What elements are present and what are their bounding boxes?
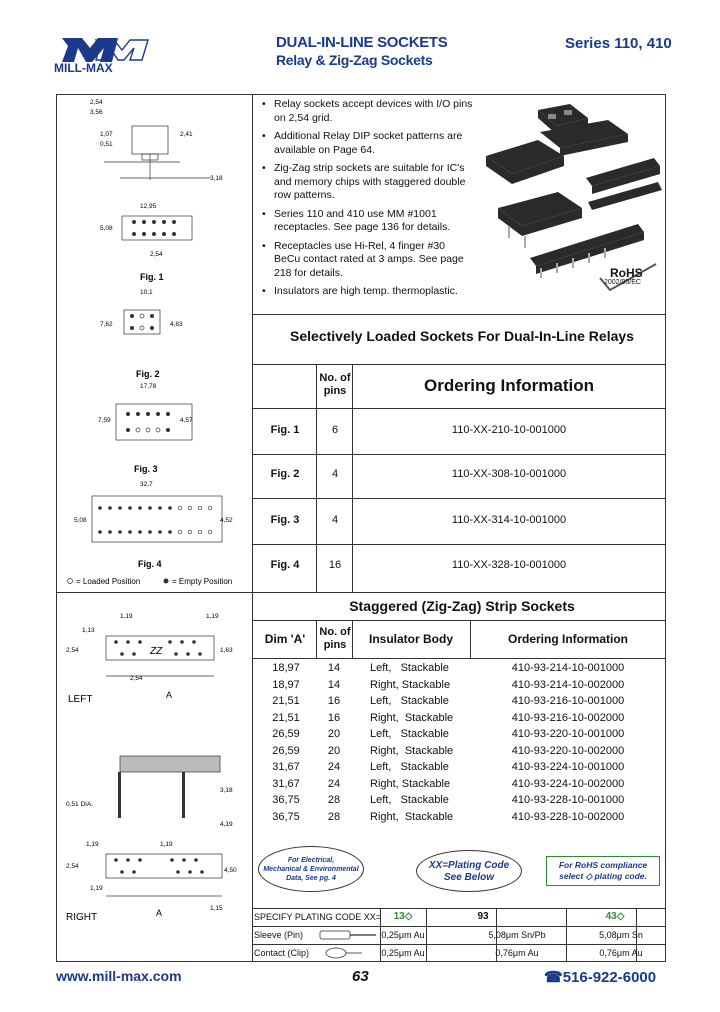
svg-text:2,41: 2,41 — [180, 131, 193, 138]
rohs-compliance-note — [546, 856, 660, 886]
table-row — [256, 792, 666, 809]
svg-text:5,08: 5,08 — [100, 225, 113, 232]
cell-order: 410-93-228-10-001000 — [511, 794, 625, 807]
cell-body: Right, Stackable — [370, 810, 454, 823]
phone-icon: ☎ — [544, 969, 563, 986]
relay-fig: Fig. 3 — [270, 514, 300, 526]
cell-body: Left, Stackable — [370, 728, 449, 741]
rohs-sub: 2002/95/EC — [604, 279, 641, 286]
plating-value: 0,25μm Au — [381, 930, 425, 940]
loaded-position-icon — [68, 579, 73, 584]
cell-order: 410-93-224-10-001000 — [511, 761, 625, 774]
col-order-header: Ordering Information — [424, 376, 594, 395]
relay-pins: 16 — [328, 559, 342, 571]
table-row — [256, 759, 666, 776]
divider — [56, 592, 666, 593]
cell-dim: 18,97 — [272, 678, 300, 691]
feature-list — [262, 98, 474, 304]
feature-item: • Zig-Zag strip sockets are suitable for IC's and memory chips with staggered double row patterns. — [262, 162, 474, 203]
svg-text:2,54: 2,54 — [66, 863, 79, 870]
table-row — [256, 660, 666, 677]
relay-pins: 4 — [331, 514, 339, 526]
divider — [252, 908, 666, 909]
cell-order: 410-93-220-10-002000 — [511, 744, 625, 757]
table-row — [256, 726, 666, 743]
cell-dim: 31,67 — [272, 761, 300, 774]
svg-text:12,95: 12,95 — [140, 203, 157, 210]
svg-text:3,56: 3,56 — [90, 109, 103, 116]
cell-pins: 24 — [327, 761, 341, 774]
rohs-badge — [596, 262, 662, 292]
table-row — [256, 693, 666, 710]
divider — [252, 314, 666, 315]
sleeve-pin-icon — [310, 928, 378, 942]
svg-text:2,54: 2,54 — [66, 647, 79, 654]
cell-pins: 20 — [327, 744, 341, 757]
divider — [252, 454, 666, 455]
cell-body: Right, Stackable — [370, 744, 454, 757]
cell-body: Left, Stackable — [370, 662, 449, 675]
svg-text:1,19: 1,19 — [160, 841, 173, 848]
dim-a-label: A — [156, 908, 163, 918]
cell-pins: 28 — [327, 810, 341, 823]
divider — [252, 926, 666, 927]
svg-text:1,63: 1,63 — [220, 647, 233, 654]
svg-text:1,13: 1,13 — [82, 627, 95, 634]
divider — [252, 498, 666, 499]
cell-pins: 20 — [327, 728, 341, 741]
plating-value: 5,08μm Sn — [599, 930, 643, 940]
cell-order: 410-93-220-10-001000 — [511, 728, 625, 741]
note-line: Mechanical & Environmental — [263, 866, 359, 873]
zigzag-heading: Staggered (Zig-Zag) Strip Sockets — [349, 598, 575, 614]
svg-text:4,52: 4,52 — [220, 517, 233, 524]
table-row — [256, 677, 666, 694]
legend-empty: = Empty Position — [172, 577, 233, 586]
svg-text:ZZ: ZZ — [150, 646, 163, 657]
cell-dim: 36,75 — [272, 810, 300, 823]
phone-text: 516-922-6000 — [562, 969, 657, 986]
page-subtitle: Relay & Zig-Zag Sockets — [276, 52, 433, 68]
col-dim-header: Dim 'A' — [264, 632, 306, 646]
note-line: See Below — [443, 872, 495, 883]
col-pins-header: No. of pins — [319, 626, 351, 651]
sleeve-label: Sleeve (Pin) — [254, 930, 304, 940]
divider — [252, 364, 666, 365]
plating-code-note — [416, 850, 522, 892]
svg-text:0,51 DIA.: 0,51 DIA. — [66, 801, 94, 808]
svg-text:2,54: 2,54 — [130, 675, 143, 682]
legend-loaded: = Loaded Position — [76, 577, 141, 586]
note-line: select ◇ plating code. — [559, 871, 647, 881]
relay-order: 110-XX-328-10-001000 — [451, 559, 567, 571]
fig4-label: Fig. 4 — [138, 559, 162, 569]
svg-text:3,18: 3,18 — [210, 175, 223, 182]
relay-heading: Selectively Loaded Sockets For Dual-In-Line Relays — [290, 328, 634, 344]
cell-dim: 21,51 — [272, 711, 300, 724]
col-body-header: Insulator Body — [368, 632, 453, 646]
relay-pins: 4 — [331, 468, 339, 480]
relay-order: 110-XX-314-10-001000 — [451, 514, 567, 526]
cell-dim: 18,97 — [272, 662, 300, 675]
svg-text:5,08: 5,08 — [74, 517, 87, 524]
website-link[interactable]: www.mill-max.com — [56, 968, 182, 984]
note-line: Data, See pg. 4 — [286, 875, 336, 882]
relay-fig: Fig. 1 — [270, 424, 300, 436]
cell-order: 410-93-214-10-001000 — [511, 662, 625, 675]
left-label: LEFT — [68, 694, 93, 705]
svg-text:32,7: 32,7 — [140, 481, 153, 488]
svg-text:4,50: 4,50 — [224, 867, 237, 874]
cell-body: Left, Stackable — [370, 761, 449, 774]
relay-figures — [60, 96, 250, 592]
cell-body: Right, Stackable — [370, 711, 454, 724]
cell-body: Left, Stackable — [370, 695, 449, 708]
divider — [252, 544, 666, 545]
cell-dim: 21,51 — [272, 695, 300, 708]
svg-text:2,54: 2,54 — [90, 99, 103, 106]
svg-text:1,19: 1,19 — [86, 841, 99, 848]
divider — [316, 620, 317, 658]
cell-dim: 36,75 — [272, 794, 300, 807]
cell-pins: 16 — [327, 711, 341, 724]
cell-pins: 14 — [327, 678, 341, 691]
svg-text:7,59: 7,59 — [98, 417, 111, 424]
svg-text:17,78: 17,78 — [140, 383, 157, 390]
plating-code: 43◇ — [605, 911, 625, 922]
divider — [252, 620, 666, 621]
page-title: DUAL-IN-LINE SOCKETS — [276, 34, 448, 51]
plating-value: 0,25μm Au — [381, 948, 425, 958]
mill-max-logo — [52, 36, 152, 76]
phone-number — [544, 968, 656, 986]
svg-text:1,07: 1,07 — [100, 131, 113, 138]
table-row — [256, 743, 666, 760]
cell-body: Left, Stackable — [370, 794, 449, 807]
logo-text: MILL-MAX — [54, 61, 113, 75]
relay-order: 110-XX-210-10-001000 — [451, 424, 567, 436]
svg-text:2,54: 2,54 — [150, 251, 163, 258]
relay-fig: Fig. 2 — [270, 468, 300, 480]
divider — [252, 944, 666, 945]
svg-text:4,19: 4,19 — [220, 821, 233, 828]
cell-order: 410-93-216-10-002000 — [511, 711, 625, 724]
zigzag-table — [256, 660, 666, 825]
table-row — [256, 776, 666, 793]
cell-pins: 14 — [327, 662, 341, 675]
fig2-label: Fig. 2 — [136, 369, 160, 379]
plating-header-label: SPECIFY PLATING CODE XX= — [254, 912, 381, 922]
svg-text:7,62: 7,62 — [100, 321, 113, 328]
divider — [252, 408, 666, 409]
plating-value: 5,08μm Sn/Pb — [488, 930, 546, 940]
note-line: XX=Plating Code — [428, 860, 510, 871]
svg-text:1,19: 1,19 — [206, 613, 219, 620]
cell-dim: 26,59 — [272, 728, 300, 741]
plating-value: 0,76μm Au — [495, 948, 539, 958]
page-number: 63 — [352, 968, 369, 985]
note-line: For Electrical, — [287, 857, 335, 864]
table-row — [256, 809, 666, 826]
cell-order: 410-93-214-10-002000 — [511, 678, 625, 691]
note-line: For RoHS compliance — [558, 860, 648, 870]
relay-pins: 6 — [331, 424, 339, 436]
cell-order: 410-93-216-10-001000 — [511, 695, 625, 708]
cell-body: Right, Stackable — [370, 678, 451, 691]
contact-label: Contact (Clip) — [254, 948, 310, 958]
fig3-label: Fig. 3 — [134, 464, 158, 474]
rohs-label: RoHS — [610, 266, 643, 280]
right-label: RIGHT — [66, 912, 98, 923]
svg-text:0,51: 0,51 — [100, 141, 113, 148]
cell-dim: 31,67 — [272, 777, 300, 790]
feature-item: • Insulators are high temp. thermoplastic. — [262, 285, 474, 299]
dim-a-label: A — [166, 690, 173, 700]
cell-pins: 28 — [327, 794, 341, 807]
svg-text:3,18: 3,18 — [220, 787, 233, 794]
empty-position-icon — [164, 579, 169, 584]
relay-order: 110-XX-308-10-001000 — [451, 468, 567, 480]
feature-item: • Relay sockets accept devices with I/O pins on 2,54 grid. — [262, 98, 474, 125]
svg-text:1,15: 1,15 — [210, 905, 223, 912]
column-divider — [252, 94, 253, 962]
feature-item: • Additional Relay DIP socket patterns are available on Page 64. — [262, 130, 474, 157]
feature-item: • Series 110 and 410 use MM #1001 receptacles. See page 136 for details. — [262, 208, 474, 235]
feature-item: • Receptacles use Hi-Rel, 4 finger #30 BeCu contact rated at 3 amps. See page 218 for details. — [262, 240, 474, 281]
fig1-label: Fig. 1 — [140, 272, 164, 282]
zigzag-drawings — [60, 596, 250, 956]
svg-text:10,1: 10,1 — [140, 289, 153, 296]
plating-code: 93 — [477, 911, 489, 922]
divider — [252, 658, 666, 659]
table-row — [256, 710, 666, 727]
svg-text:1,19: 1,19 — [120, 613, 133, 620]
cell-order: 410-93-224-10-002000 — [511, 777, 625, 790]
plating-value: 0,76μm Au — [599, 948, 643, 958]
col-pins-header: No. of pins — [319, 372, 351, 397]
col-order-header: Ordering Information — [508, 632, 628, 646]
svg-text:4,57: 4,57 — [180, 417, 193, 424]
svg-text:4,83: 4,83 — [170, 321, 183, 328]
cell-order: 410-93-228-10-002000 — [511, 810, 625, 823]
contact-clip-icon — [316, 946, 376, 960]
svg-text:1,19: 1,19 — [90, 885, 103, 892]
relay-fig: Fig. 4 — [270, 559, 300, 571]
cell-dim: 26,59 — [272, 744, 300, 757]
cell-pins: 16 — [327, 695, 341, 708]
cell-body: Right, Stackable — [370, 777, 451, 790]
plating-code: 13◇ — [393, 911, 413, 922]
series-label: Series 110, 410 — [565, 35, 672, 52]
divider — [316, 364, 317, 592]
divider — [566, 908, 567, 962]
cell-pins: 24 — [327, 777, 341, 790]
electrical-data-note — [258, 846, 364, 892]
